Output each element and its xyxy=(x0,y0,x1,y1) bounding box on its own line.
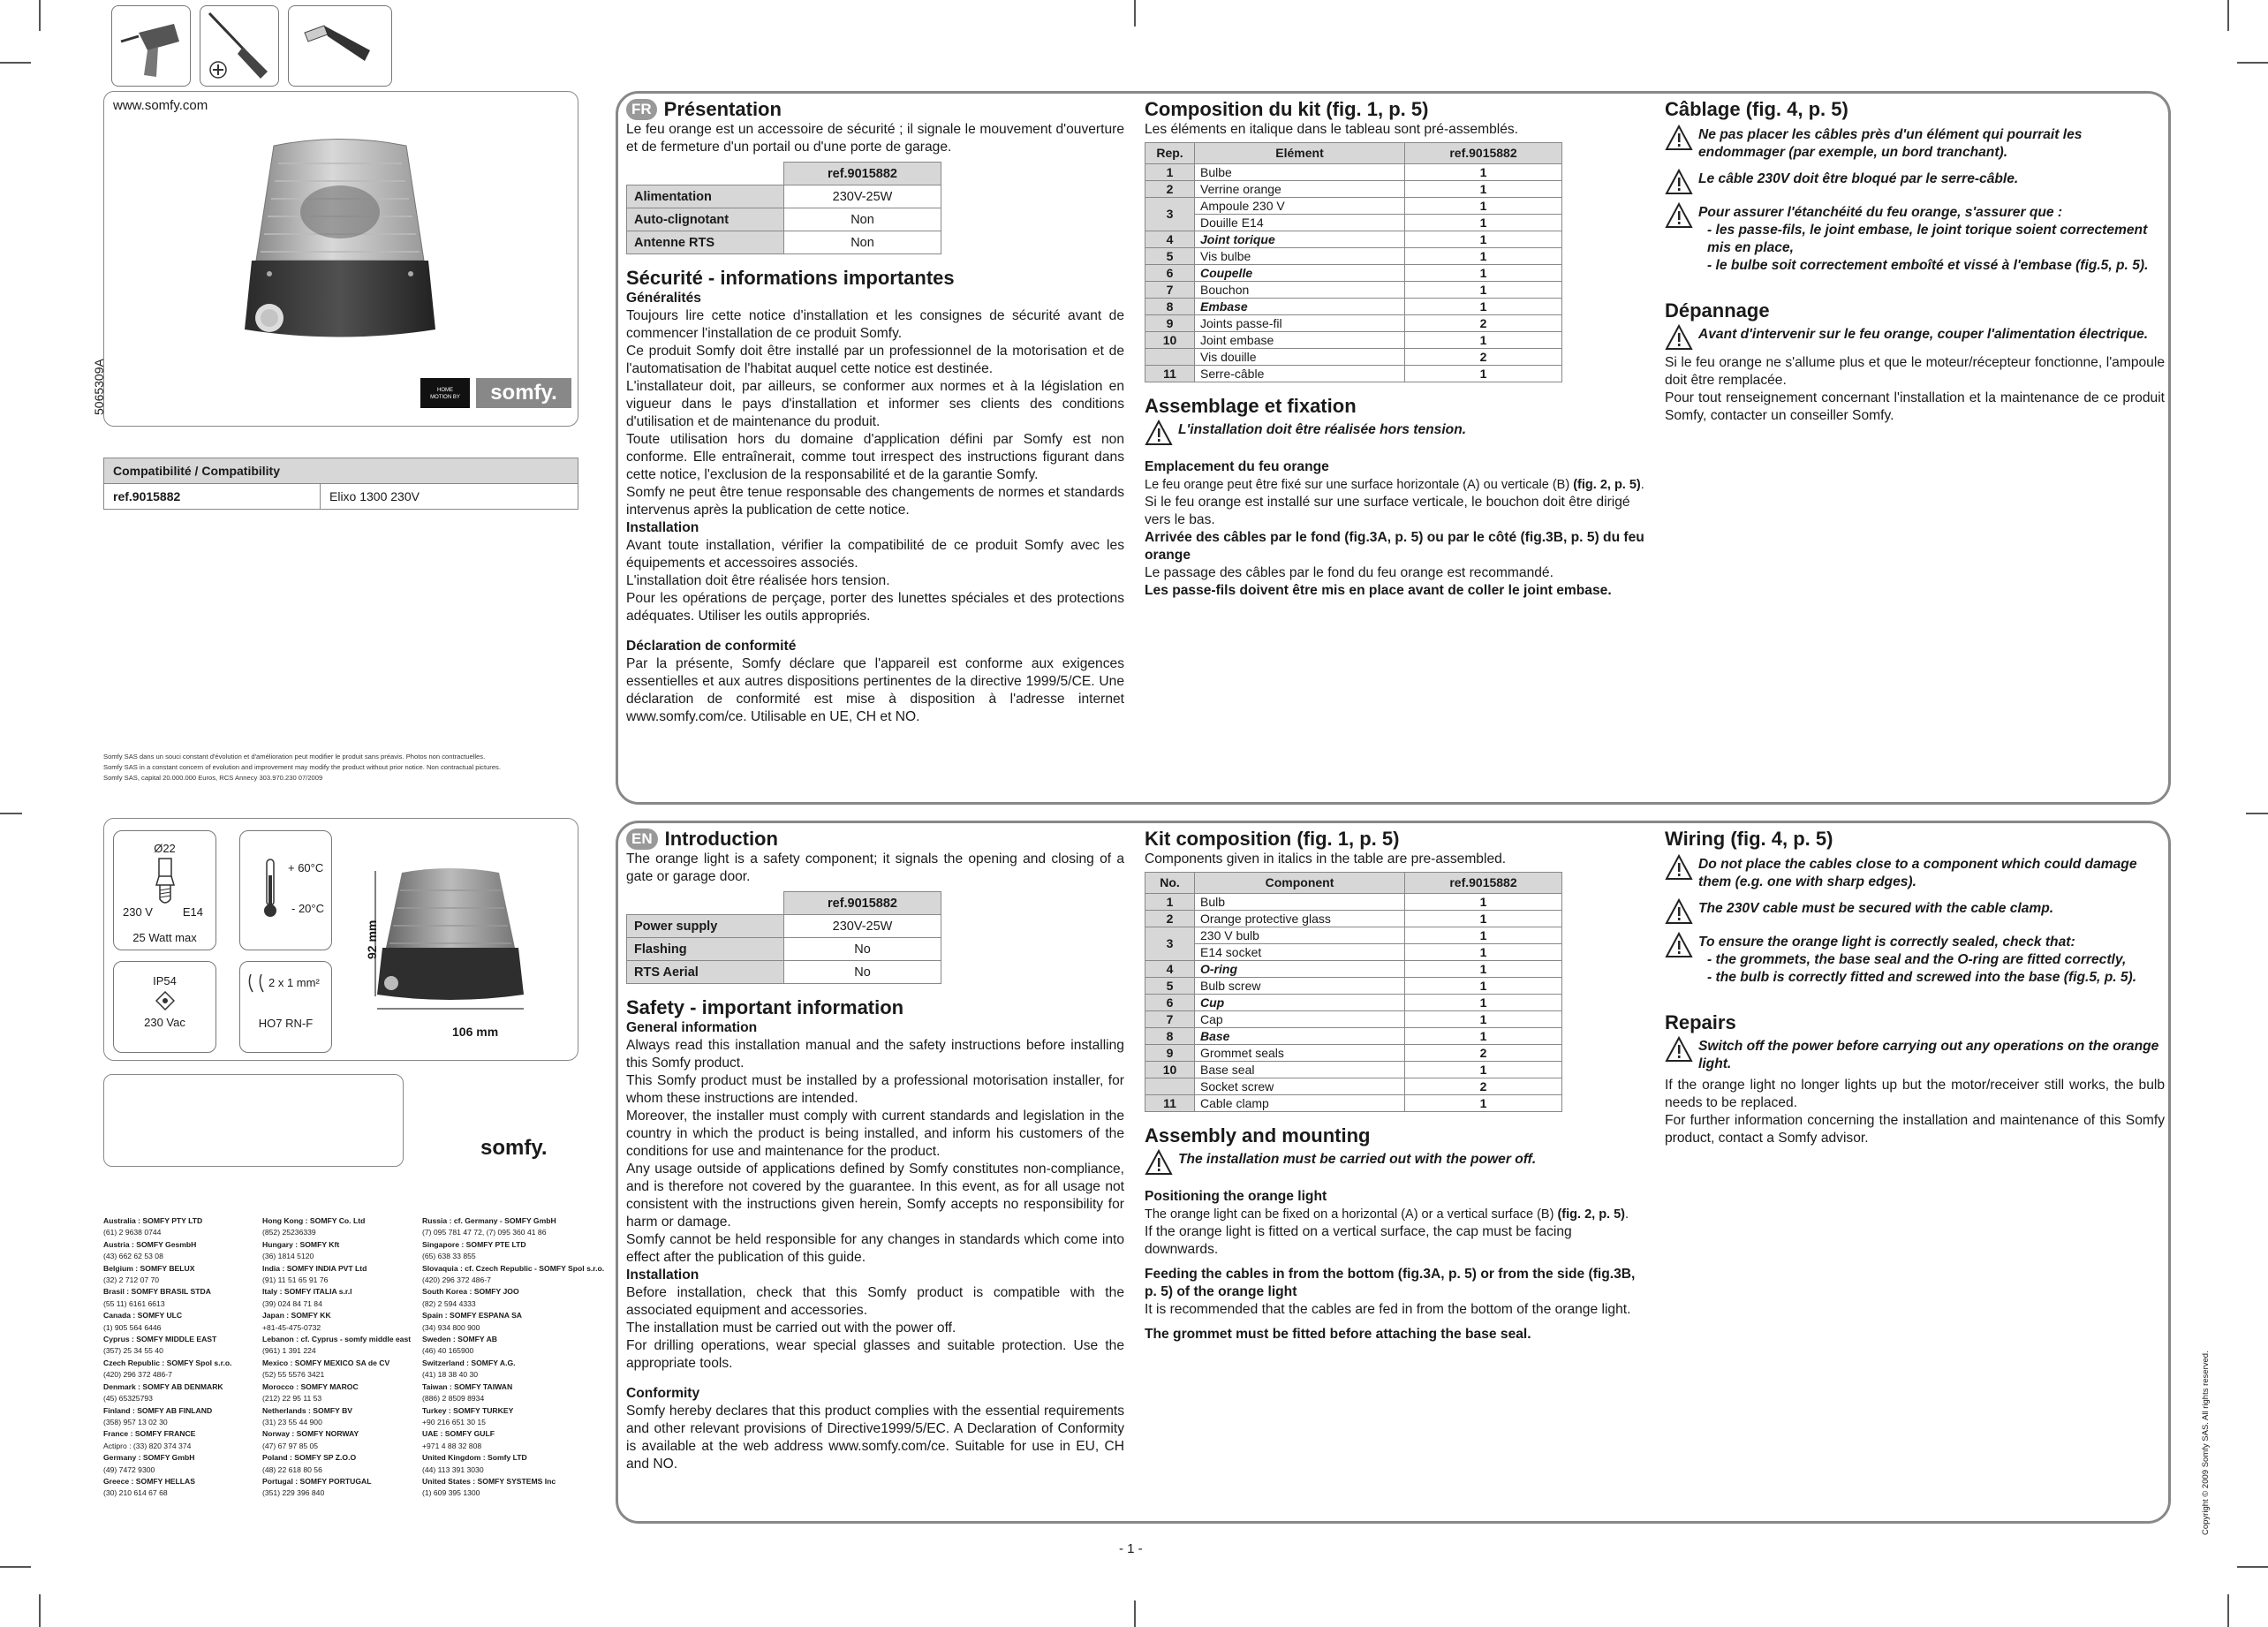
address-list-1 xyxy=(103,1215,231,1500)
crop-mark xyxy=(2237,1566,2268,1568)
address-phone: (420) 296 372 486-7 xyxy=(103,1370,172,1380)
warning-icon xyxy=(1665,898,1693,925)
document-ref-code: 5065309A xyxy=(92,359,106,415)
crop-mark xyxy=(2227,1594,2229,1627)
address-phone: (357) 25 34 55 40 xyxy=(103,1346,163,1356)
address-name: United Kingdom : Somfy LTD xyxy=(422,1453,527,1463)
address-phone: (61) 2 9638 0744 xyxy=(103,1228,162,1237)
fr-column-3: Câblage (fig. 4, p. 5) Ne pas placer les câbles près d'un élément qui pourrait les endommager (par exemple, un bord tranchant). Le câble 230V doit être bloqué par le serre-câble. Pour assurer l'étanchéité du feu orange, s'assurer que : - les passe-fils, le joint embase, le joint torique soient correctement mis en place, - le bulbe soit correctement emboîté et vissé à l'embase (fig.5, p. 5). Dépannage Avant d'intervenir sur le feu orange, couper l'alimentation électrique. Si le feu orange ne s'allume plus et que le moteur/récepteur fonctionne, l'ampoule doit être remplacée. Pour tout renseignement concernant l'installation et la maintenance de ce produit Somfy, contacter un conseiller Somfy. xyxy=(1665,98,2165,423)
fr-assembly-title: Assemblage et fixation xyxy=(1145,395,1357,417)
address-phone: (41) 18 38 40 30 xyxy=(422,1370,479,1380)
address-phone: (91) 11 51 65 91 76 xyxy=(262,1275,329,1285)
dimension-drawing xyxy=(358,864,556,1019)
height-dimension: 92 mm xyxy=(365,919,379,959)
address-phone: (420) 296 372 486-7 xyxy=(422,1275,491,1285)
address-name: India : SOMFY INDIA PVT Ltd xyxy=(262,1263,367,1273)
address-name: Australia : SOMFY PTY LTD xyxy=(103,1216,203,1225)
address-name: Slovaquia : cf. Czech Republic - SOMFY Spol s.r.o. xyxy=(422,1263,605,1273)
address-phone: (47) 67 97 85 05 xyxy=(262,1441,319,1450)
copyright-notice: Copyright © 2009 Somfy SAS. All rights reserved. xyxy=(2201,1351,2211,1535)
address-phone: Actipro : (33) 820 374 374 xyxy=(103,1441,192,1450)
address-name: Canada : SOMFY ULC xyxy=(103,1311,183,1321)
bulb-spec-cell: Ø22 230 V E14 25 Watt max xyxy=(113,830,216,950)
address-name: Denmark : SOMFY AB DENMARK xyxy=(103,1381,223,1391)
temperature-spec-cell: + 60°C - 20°C xyxy=(239,830,332,950)
address-name: Finland : SOMFY AB FINLAND xyxy=(103,1405,213,1415)
cutter-tool-cell xyxy=(288,5,392,87)
legal-notice: Somfy SAS dans un souci constant d'évolution et d'amélioration peut modifier le produit sans préavis. Photos non contractuelles. Somfy SAS in a constant concern of evolution and improvement may modify the product without prior notice. Non contractual pictures. Somfy SAS, capital 20.000.000 Euros, RCS Annecy 303.970.230 07/2009 xyxy=(103,753,501,782)
address-name: Taiwan : SOMFY TAIWAN xyxy=(422,1381,513,1391)
address-name: United States : SOMFY SYSTEMS Inc xyxy=(422,1476,556,1486)
en-column-2: Kit composition (fig. 1, p. 5) Components given in italics in the table are pre-assembled. No. Component ref.9015882 1 Bulb 1 2 Orange protective glass 1 3 230 V bulb 1 E14 socket 1 4 O-ring 1 5 Bulb screw 1 6 Cup 1 7 Cap 1 8 Base 1 9 Grommet seals 2 10 Base seal 1 Socket screw 2 11 Cable clamp 1 Assembly and mounting The installation must be carried out with the power off. Positioning the orange light The orange light can be fixed on a horizontal (A) or a vertical surface (B) (fig. 2, p. 5). If the orange light is fitted on a vertical surface, the cap must be facing downwards. Feeding the cables in from the bottom (fig.3A, p. 5) or from the side (fig.3B, p. 5) of the orange light It is recommended that the cables are fed in from the bottom of the orange light. The grommet must be fitted before attaching the base seal. xyxy=(1145,828,1646,1343)
address-name: Netherlands : SOMFY BV xyxy=(262,1405,353,1415)
address-name: Lebanon : cf. Cyprus - somfy middle east xyxy=(262,1335,412,1344)
crop-mark xyxy=(2227,0,2229,31)
warning-icon xyxy=(1665,202,1693,229)
warning-icon xyxy=(1665,125,1693,151)
address-name: Germany : SOMFY GmbH xyxy=(103,1453,195,1463)
crop-mark xyxy=(1134,1601,1136,1627)
address-phone: (46) 40 165900 xyxy=(422,1346,474,1356)
address-name: Greece : SOMFY HELLAS xyxy=(103,1476,195,1486)
address-name: Hungary : SOMFY Kft xyxy=(262,1239,340,1249)
address-name: Turkey : SOMFY TURKEY xyxy=(422,1405,514,1415)
address-phone: +81-45-475-0732 xyxy=(262,1322,321,1332)
address-phone: (961) 1 391 224 xyxy=(262,1346,316,1356)
fr-intro-title: Présentation xyxy=(663,98,782,120)
en-wiring-title: Wiring (fig. 4, p. 5) xyxy=(1665,828,1833,850)
thermometer-icon xyxy=(260,858,281,919)
address-phone: (212) 22 95 11 53 xyxy=(262,1394,322,1404)
address-phone: +971 4 88 32 808 xyxy=(422,1441,482,1450)
cutter-knife-icon xyxy=(289,6,389,84)
width-dimension: 106 mm xyxy=(452,1025,499,1039)
fr-install-title: Installation xyxy=(626,520,699,535)
tools-panel xyxy=(103,1074,404,1167)
fr-kit-table: Rep. Elément ref.9015882 1 Bulbe 1 2 Verrine orange 1 3 Ampoule 230 V 1 Douille E14 1 4 Joint torique 1 5 Vis bulbe 1 6 Coupelle 1 7 Bouchon 1 8 Embase 1 9 Joints passe-fil 2 10 Joint embase 1 Vis douille 2 11 Serre-câble 1 xyxy=(1145,142,1562,382)
address-name: Belgium : SOMFY BELUX xyxy=(103,1263,195,1273)
address-name: Italy : SOMFY ITALIA s.r.l xyxy=(262,1287,352,1297)
address-name: Norway : SOMFY NORWAY xyxy=(262,1429,359,1439)
bulb-icon xyxy=(147,857,183,910)
en-assembly-title: Assembly and mounting xyxy=(1145,1124,1371,1146)
address-phone: (52) 55 5576 3421 xyxy=(262,1370,325,1380)
website-url: www.somfy.com xyxy=(113,98,208,113)
address-phone: (82) 2 594 4333 xyxy=(422,1298,476,1308)
address-name: Switzerland : SOMFY A.G. xyxy=(422,1358,516,1367)
drill-tool-cell xyxy=(111,5,191,87)
address-name: Singapore : SOMFY PTE LTD xyxy=(422,1239,526,1249)
fr-column-2: Composition du kit (fig. 1, p. 5) Les éléments en italique dans le tableau sont pré-assemblés. Rep. Elément ref.9015882 1 Bulbe 1 2 Verrine orange 1 3 Ampoule 230 V 1 Douille E14 1 4 Joint torique 1 5 Vis bulbe 1 6 Coupelle 1 7 Bouchon 1 8 Embase 1 9 Joints passe-fil 2 10 Joint embase 1 Vis douille 2 11 Serre-câble 1 Assemblage et fixation L'installation doit être réalisée hors tension. Emplacement du feu orange Le feu orange peut être fixé sur une surface horizontale (A) ou verticale (B) (fig. 2, p. 5). Si le feu orange est installé sur une surface verticale, le bouchon doit être dirigé vers le bas. Arrivée des câbles par le fond (fig.3A, p. 5) ou par le côté (fig.3B, p. 5) du feu orange Le passage des câbles par le fond du feu orange est recommandé. Les passe-fils doivent être mis en place avant de coller le joint embase. xyxy=(1145,98,1646,600)
somfy-logo-header: somfy. xyxy=(476,378,571,408)
address-name: Japan : SOMFY KK xyxy=(262,1311,331,1321)
address-name: Cyprus : SOMFY MIDDLE EAST xyxy=(103,1335,217,1344)
warning-icon xyxy=(1665,854,1693,881)
address-name: France : SOMFY FRANCE xyxy=(103,1429,196,1439)
fr-safety-title: Sécurité - informations importantes xyxy=(626,267,955,289)
compat-model: Elixo 1300 230V xyxy=(321,484,578,510)
crop-mark xyxy=(0,62,31,64)
ip-rating-cell: IP54 230 Vac xyxy=(113,961,216,1053)
address-phone: (358) 957 13 02 30 xyxy=(103,1417,168,1426)
en-intro-title: Introduction xyxy=(664,828,778,850)
en-conformity-text: Somfy hereby declares that this product complies with the essential requirements and other relevant provisions of Directive1999/5/EC. A Declaration of Conformity is available at the web address www.somfy.com/ce. Suitable for use in EU, CH and NO. xyxy=(626,1404,1124,1472)
address-name: Spain : SOMFY ESPANA SA xyxy=(422,1311,523,1321)
crop-mark xyxy=(39,1594,41,1627)
address-phone: +90 216 651 30 15 xyxy=(422,1417,486,1426)
en-spec-table: ref.9015882 Power supply 230V-25W Flashing No RTS Aerial No xyxy=(626,891,941,984)
crop-mark xyxy=(2237,62,2268,64)
orange-light-photo xyxy=(225,128,455,349)
fr-column-1: FR Présentation Le feu orange est un accessoire de sécurité ; il signale le mouvement d'ouverture et de fermeture d'un portail ou d'une porte de garage. ref.9015882 Alimentation 230V-25W Auto-clignotant Non Antenne RTS Non Sécurité - informations importantes Généralités Toujours lire cette notice d'installation et les consignes de sécurité avant de commencer l'installation de ce produit Somfy. Ce produit Somfy doit être installé par un professionnel de la motorisation et de l'automatisation de l'habitat auquel cette notice est destinée. L'installateur doit, par ailleurs, se conformer aux normes et à la législation en vigueur dans le pays d'installation et informer ses clients des conditions d'utilisation et de maintenance du produit. Toute utilisation hors du domaine d'application défini par Somfy est non conforme. Elle entraînerait, comme tout irrespect des instructions figurant dans cette notice, l'exclusion de la responsabilité et de la garantie Somfy. Somfy ne peut être tenue responsable des changements de normes et standards intervenus après la publication de cette notice. Installation Avant toute installation, vérifier la compatibilité de ce produit Somfy avec les équipements et accessoires associés. L'installation doit être réalisée hors tension. Pour les opérations de perçage, porter des lunettes spéciales et des protections adéquates. Utiliser les outils appropriés. Déclaration de conformité Par la présente, Somfy déclare que l'appareil est conforme aux exigences essentielles et aux autres dispositions pertinentes de la directive 1999/5/CE. Une déclaration de conformité est mise à disposition à l'adresse internet www.somfy.com/ce. Utilisable en UE, CH et NO. xyxy=(626,98,1124,724)
address-phone: (852) 25236339 xyxy=(262,1228,316,1237)
screwdriver-tool-cell xyxy=(200,5,279,87)
warning-icon xyxy=(1145,1149,1173,1176)
somfy-logo: somfy. xyxy=(480,1136,548,1160)
address-list-2 xyxy=(262,1215,411,1500)
warning-icon xyxy=(1665,932,1693,958)
address-name: Brasil : SOMFY BRASIL STDA xyxy=(103,1287,211,1297)
address-name: Austria : SOMFY GesmbH xyxy=(103,1239,197,1249)
address-phone: (30) 210 614 67 68 xyxy=(103,1488,168,1498)
screwdriver-icon xyxy=(200,6,276,84)
address-phone: (32) 2 712 07 70 xyxy=(103,1275,160,1285)
crop-mark xyxy=(1134,0,1136,26)
address-phone: (39) 024 84 71 84 xyxy=(262,1298,322,1308)
address-phone: (36) 1814 5120 xyxy=(262,1252,314,1261)
address-phone: (44) 113 391 3030 xyxy=(422,1464,484,1474)
fr-conformity-title: Déclaration de conformité xyxy=(626,639,797,654)
address-phone: (55 11) 6161 6613 xyxy=(103,1298,165,1308)
address-list-3 xyxy=(422,1215,604,1500)
en-column-3: Wiring (fig. 4, p. 5) Do not place the cables close to a component which could damage them (e.g. one with sharp edges). The 230V cable must be secured with the cable clamp. To ensure the orange light is correctly sealed, check that: - the grommets, the base seal and the O-ring are fitted correctly, - the bulb is correctly fitted and screwed into the base (fig.5, p. 5). Repairs Switch off the power before carrying out any operations on the orange light. If the orange light no longer lights up but the motor/receiver still works, the bulb needs to be replaced. For further information concerning the installation and maintenance of this Somfy product, contact a Somfy advisor. xyxy=(1665,828,2165,1146)
address-phone: (31) 23 55 44 900 xyxy=(262,1417,322,1426)
address-name: Morocco : SOMFY MAROC xyxy=(262,1381,359,1391)
address-phone: (1) 609 395 1300 xyxy=(422,1488,480,1498)
en-general-title: General information xyxy=(626,1020,758,1035)
warning-icon xyxy=(1665,1036,1693,1063)
fr-wiring-title: Câblage (fig. 4, p. 5) xyxy=(1665,98,1848,120)
address-phone: (7) 095 781 47 72, (7) 095 360 41 86 xyxy=(422,1228,547,1237)
compatibility-table xyxy=(103,458,578,510)
fr-intro-text: Le feu orange est un accessoire de sécurité ; il signale le mouvement d'ouverture et de fermeture d'un portail ou d'une porte de garage. xyxy=(626,122,1124,155)
address-name: Hong Kong : SOMFY Co. Ltd xyxy=(262,1216,366,1225)
address-name: UAE : SOMFY GULF xyxy=(422,1429,495,1439)
address-phone: (48) 22 618 80 56 xyxy=(262,1464,322,1474)
drill-icon xyxy=(112,6,188,84)
address-phone: (43) 662 62 53 08 xyxy=(103,1252,163,1261)
fr-spec-table: ref.9015882 Alimentation 230V-25W Auto-clignotant Non Antenne RTS Non xyxy=(626,162,941,254)
en-column-1: EN Introduction The orange light is a safety component; it signals the opening and closing of a gate or garage door. ref.9015882 Power supply 230V-25W Flashing No RTS Aerial No Safety - important information General information Always read this installation manual and the safety instructions before installing this Somfy product. This Somfy product must be installed by a professional motorisation installer, for whom these instructions are intended. Moreover, the installer must comply with current standards and legislation in the country in which the product is being installed, and inform his customers of the conditions for use and maintenance for the product. Any usage outside of applications defined by Somfy constitutes non-compliance, and is therefore not covered by the guarantee. In this event, as for all usage not consistent with the instructions given herein, Somfy accepts no responsibility for harm or damage. Somfy cannot be held responsible for any changes in standards which come into effect after the publication of this guide. Installation Before installation, check that this Somfy product is compatible with the associated equipment and accessories. The installation must be carried out with the power off. For drilling operations, wear special glasses and suitable protection. Use the appropriate tools. Conformity Somfy hereby declares that this product complies with the essential requirements and other relevant provisions of Directive1999/5/EC. A Declaration of Conformity is available at the web address www.somfy.com/ce. Suitable for use in EU, CH and NO. xyxy=(626,828,1124,1472)
address-name: Portugal : SOMFY PORTUGAL xyxy=(262,1476,372,1486)
home-motion-badge: HOME MOTION BY xyxy=(420,378,470,408)
address-phone: (886) 2 8509 8934 xyxy=(422,1394,485,1404)
en-repair-title: Repairs xyxy=(1665,1011,1736,1033)
page-number: - 1 - xyxy=(1119,1541,1143,1556)
en-kit-table: No. Component ref.9015882 1 Bulb 1 2 Orange protective glass 1 3 230 V bulb 1 E14 socket 1 4 O-ring 1 5 Bulb screw 1 6 Cup 1 7 Cap 1 8 Base 1 9 Grommet seals 2 10 Base seal 1 Socket screw 2 11 Cable clamp 1 xyxy=(1145,872,1562,1112)
address-phone: (351) 229 396 840 xyxy=(262,1488,325,1498)
address-name: Sweden : SOMFY AB xyxy=(422,1335,497,1344)
en-safety-title: Safety - important information xyxy=(626,996,904,1018)
fr-general-title: Généralités xyxy=(626,291,701,306)
address-name: Czech Republic : SOMFY Spol s.r.o. xyxy=(103,1358,232,1367)
warning-icon xyxy=(1145,420,1173,446)
address-name: Poland : SOMFY SP Z.O.O xyxy=(262,1453,357,1463)
fr-repair-title: Dépannage xyxy=(1665,299,1770,322)
crop-mark xyxy=(2246,813,2268,814)
en-kit-title: Kit composition (fig. 1, p. 5) xyxy=(1145,828,1400,850)
address-phone: (49) 7472 9300 xyxy=(103,1464,155,1474)
address-name: South Korea : SOMFY JOO xyxy=(422,1287,519,1297)
en-install-title: Installation xyxy=(626,1268,699,1283)
address-phone: (45) 65325793 xyxy=(103,1394,153,1404)
fr-language-badge: FR xyxy=(626,99,657,120)
warning-icon xyxy=(1665,324,1693,351)
fr-kit-title: Composition du kit (fig. 1, p. 5) xyxy=(1145,98,1429,120)
address-phone: (65) 638 33 855 xyxy=(422,1252,476,1261)
en-language-badge: EN xyxy=(626,829,658,850)
address-phone: (1) 905 564 6446 xyxy=(103,1322,162,1332)
crop-mark xyxy=(0,813,22,814)
drip-proof-icon xyxy=(155,991,175,1010)
warning-icon xyxy=(1665,169,1693,195)
crop-mark xyxy=(0,1566,31,1568)
en-conformity-title: Conformity xyxy=(626,1386,700,1401)
compat-header: Compatibilité / Compatibility xyxy=(104,458,578,484)
address-name: Mexico : SOMFY MEXICO SA de CV xyxy=(262,1358,390,1367)
address-name: Russia : cf. Germany - SOMFY GmbH xyxy=(422,1216,556,1225)
compat-ref: ref.9015882 xyxy=(104,484,321,510)
address-phone: (34) 934 800 900 xyxy=(422,1322,480,1332)
cable-spec-cell: 2 x 1 mm² HO7 RN-F xyxy=(239,961,332,1053)
crop-mark xyxy=(39,0,41,31)
en-intro-text: The orange light is a safety component; it signals the opening and closing of a gate or garage door. xyxy=(626,851,1124,884)
fr-conformity-text: Par la présente, Somfy déclare que l'appareil est conforme aux exigences essentielles et aux autres dispositions pertinentes de la directive 1999/5/CE. Une déclaration de conformité est mise à disposition à l'adresse internet www.somfy.com/ce. Utilisable en UE, CH et NO. xyxy=(626,656,1124,724)
